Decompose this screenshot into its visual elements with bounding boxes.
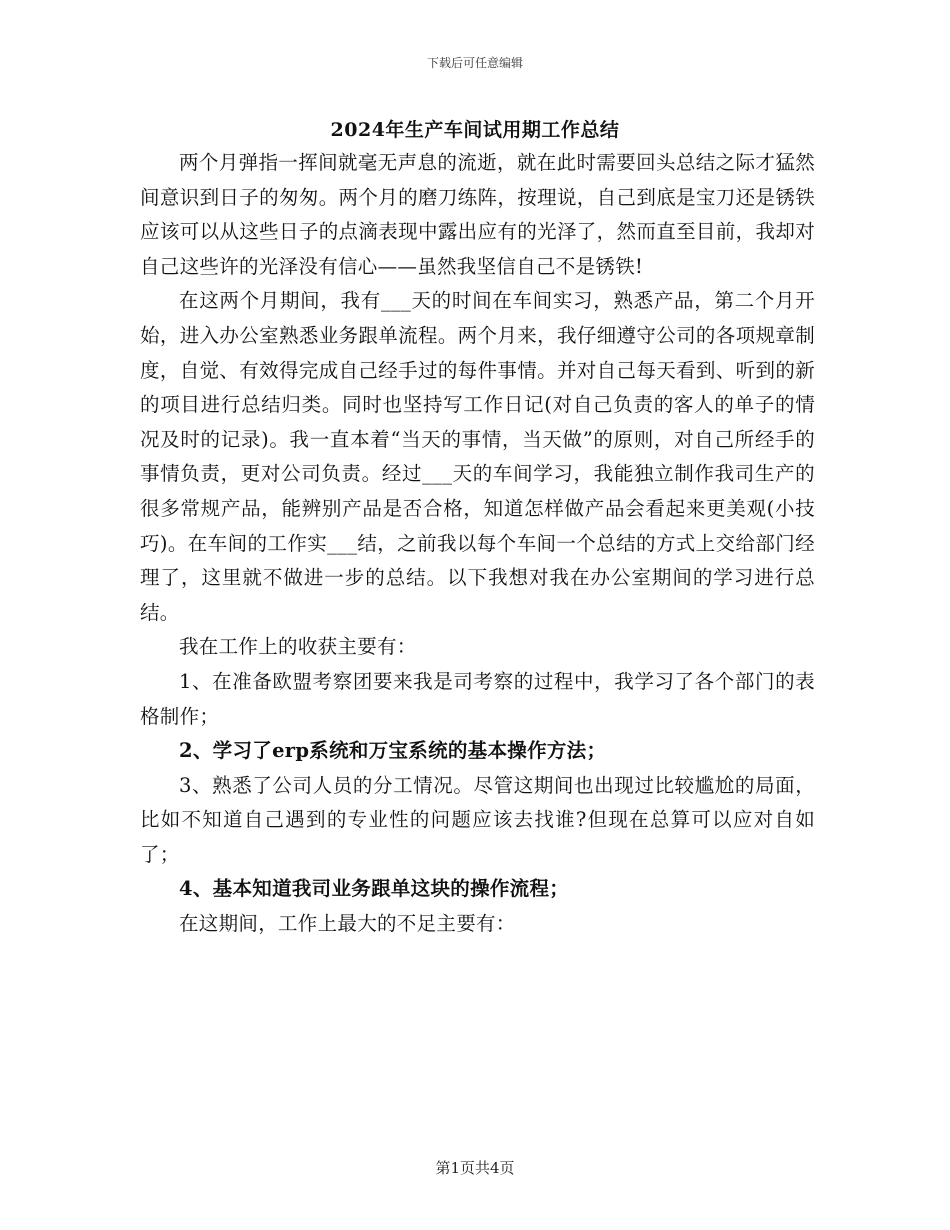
paragraph-intro: 两个月弹指一挥间就毫无声息的流逝，就在此时需要回头总结之际才猛然间意识到日子的匆匆。两个月的磨刀练阵，按理说，自己到底是宝刀还是锈铁应该可以从这些日子的点滴表现中露出应有的光泽了，然而直至目前，我却对自己这些许的光泽没有信心——虽然我坚信自己不是锈铁! bbox=[140, 151, 815, 278]
list-item-gain-1: 1、在准备欧盟考察团要来我是司考察的过程中，我学习了各个部门的表格制作； bbox=[140, 669, 815, 728]
page-number: 第1页共4页 bbox=[435, 1159, 515, 1177]
header-note: 下载后可任意编辑 bbox=[426, 56, 523, 70]
document-body bbox=[140, 146, 815, 942]
list-item-gain-3: 3、熟悉了公司人员的分工情况。尽管这期间也出现过比较尴尬的局面，比如不知道自己遇到的专业性的问题应该去找谁?但现在总算可以应对自如了； bbox=[140, 773, 815, 866]
paragraph-period: 在这两个月期间，我有___天的时间在车间实习，熟悉产品，第二个月开始，进入办公室熟悉业务跟单流程。两个月来，我仔细遵守公司的各项规章制度，自觉、有效得完成自己经手过的每件事情。并对自己每天看到、听到的新的项目进行总结归类。同时也坚持写工作日记(对自己负责的客人的单子的情况及时的记录)。我一直本着“当天的事情，当天做”的原则，对自己所经手的事情负责，更对公司负责。经过___天的车间学习，我能独立制作我司生产的很多常规产品，能辨别产品是否合格，知道怎样做产品会看起来更美观(小技巧)。在车间的工作实___结，之前我以每个车间一个总结的方式上交给部门经理了，这里就不做进一步的总结。以下我想对我在办公室期间的学习进行总结。 bbox=[140, 289, 815, 624]
paragraph-shortcomings-heading: 在这期间，工作上最大的不足主要有： bbox=[179, 912, 516, 936]
list-item-gain-4: 4、基本知道我司业务跟单这块的操作流程； bbox=[179, 877, 570, 901]
list-item-gain-2: 2、学习了erp系统和万宝系统的基本操作方法； bbox=[179, 739, 607, 763]
document-title: 2024年生产车间试用期工作总结 bbox=[330, 119, 620, 141]
paragraph-gains-heading: 我在工作上的收获主要有： bbox=[179, 635, 417, 659]
